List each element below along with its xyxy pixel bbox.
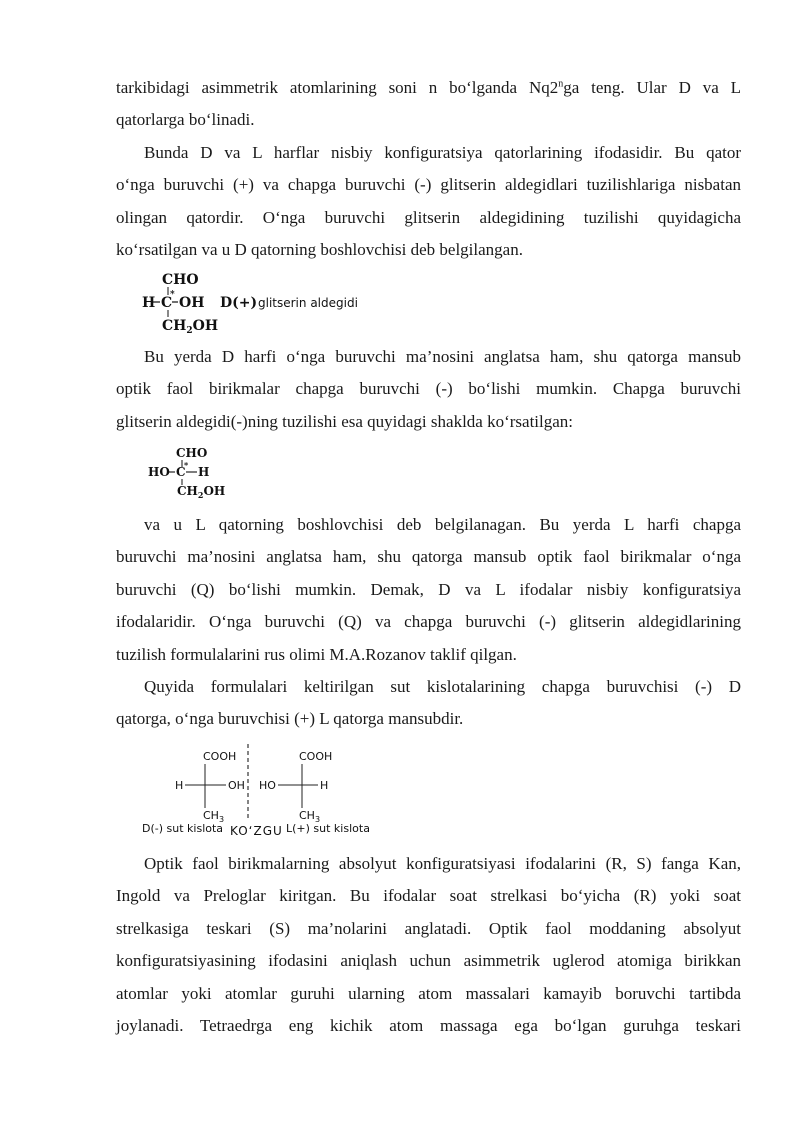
paragraph-line: Bunda D va L harflar nisbiy konfiguratsiya qatorlarining ifodasidir. Bu qator <box>144 143 741 162</box>
figure-caption: glitserin aldegidi <box>258 296 358 310</box>
formula-left-group: H <box>142 295 156 311</box>
paragraph-line <box>116 72 741 104</box>
formula-bottom-group: $CH_2OH$ <box>162 318 219 336</box>
paragraph-line: ifodalaridir. O‘nga buruvchi (Q) va chapga buruvchi (-) glitserin aldegidlarining <box>116 612 741 632</box>
paragraph-line: va u L qatorning boshlovchisi deb belgilanagan. Bu yerda L harfi chapga <box>144 515 741 534</box>
paragraph-line: glitserin aldegidi(-)ning tuzilishi esa quyidagi shaklda ko‘rsatilgan: <box>116 411 574 431</box>
formula-top-group: CHO <box>176 446 208 460</box>
right-bottom-group: $CH_3$ <box>299 809 321 824</box>
formula-left-group: HO <box>148 465 170 479</box>
figure-d-glyceraldehyde <box>138 270 378 334</box>
superscript: n <box>558 78 564 90</box>
formula-right-group: OH <box>179 295 205 311</box>
paragraph-line: atomlar yoki atomlar guruhi ularning atom massalari kamayib boruvchi tartibda <box>116 983 741 1003</box>
paragraph-line: optik faol birikmalar chapga buruvchi (-) bo‘lishi mumkin. Chapga buruvchi <box>116 379 741 399</box>
paragraph-line: Quyida formulalari keltirilgan sut kislotalarining chapga buruvchisi (-) D <box>144 677 741 696</box>
asymmetric-star: * <box>170 290 175 300</box>
left-right-group: OH <box>228 779 245 792</box>
paragraph-line: Optik faol birikmalarning absolyut konfiguratsiyasi ifodalarini (R, S) fanga Kan, <box>144 854 741 873</box>
formula-top-group: CHO <box>162 272 199 288</box>
asymmetric-star: * <box>184 460 189 470</box>
paragraph-line: buruvchi ma’nosini anglatsa ham, shu qatorga mansub optik faol birikmalar o‘nga <box>116 547 741 567</box>
formula-center-atom: C <box>176 465 186 479</box>
paragraph-line: konfiguratsiyasining ifodasini aniqlash uchun asimmetrik uglerod atomiga birikkan <box>116 951 741 971</box>
paragraph-1 <box>116 72 741 137</box>
figure-lactic-acid-enantiomers <box>142 740 382 840</box>
paragraph-line: o‘nga buruvchi (+) va chapga buruvchi (-) glitserin aldegidlari tuzilishlariga nisbatan <box>116 175 741 195</box>
right-caption: L(+) sut kislota <box>286 822 370 835</box>
right-top-group: COOH <box>299 750 333 763</box>
left-bottom-group: $CH_3$ <box>203 809 225 824</box>
configuration-label: D(+) <box>220 295 258 311</box>
mirror-label: KO‘ZGU <box>230 824 283 838</box>
paragraph-5 <box>116 671 741 736</box>
paragraph-line: joylanadi. Tetraedrga eng kichik atom massaga ega bo‘lgan guruhga teskari <box>116 1016 741 1036</box>
paragraph-line: qatorlarga bo‘linadi. <box>116 110 255 130</box>
right-right-group: H <box>320 779 329 792</box>
paragraph-6 <box>116 848 741 1042</box>
text-run: tarkibidagi asimmetrik atomlarining soni n bo‘lganda Nq2 <box>116 78 559 97</box>
text-run: ga teng. Ular D va L <box>563 78 741 97</box>
right-left-group: HO <box>259 779 276 792</box>
paragraph-4 <box>116 509 741 671</box>
paragraph-line: buruvchi (Q) bo‘lishi mumkin. Demak, D va L ifodalar nisbiy konfiguratsiya <box>116 579 741 599</box>
paragraph-line: strelkasiga teskari (S) ma’nolarini anglatadi. Optik faol moddaning absolyut <box>116 918 741 938</box>
paragraph-2 <box>116 137 741 267</box>
paragraph-line: tuzilish formulalarini rus olimi M.A.Rozanov taklif qilgan. <box>116 644 517 664</box>
left-top-group: COOH <box>203 750 237 763</box>
paragraph-line: qatorga, o‘nga buruvchisi (+) L qatorga mansubdir. <box>116 709 464 729</box>
formula-bottom-group: $CH_2OH$ <box>177 484 226 500</box>
figure-l-glyceraldehyde <box>146 444 266 500</box>
paragraph-line: olingan qatordir. O‘nga buruvchi glitserin aldegidining tuzilishi quyidagicha <box>116 207 741 227</box>
formula-right-group: H <box>198 465 210 479</box>
left-left-group: H <box>175 779 184 792</box>
paragraph-line: Ingold va Preloglar kiritgan. Bu ifodalar soat strelkasi bo‘yicha (R) yoki soat <box>116 886 741 906</box>
paragraph-line: Bu yerda D harfi o‘nga buruvchi ma’nosini anglatsa ham, shu qatorga mansub <box>144 347 741 366</box>
left-caption: D(-) sut kislota <box>142 822 224 835</box>
paragraph-3 <box>116 341 741 438</box>
formula-center-atom: C <box>161 295 173 311</box>
paragraph-line: ko‘rsatilgan va u D qatorning boshlovchisi deb belgilangan. <box>116 240 523 260</box>
